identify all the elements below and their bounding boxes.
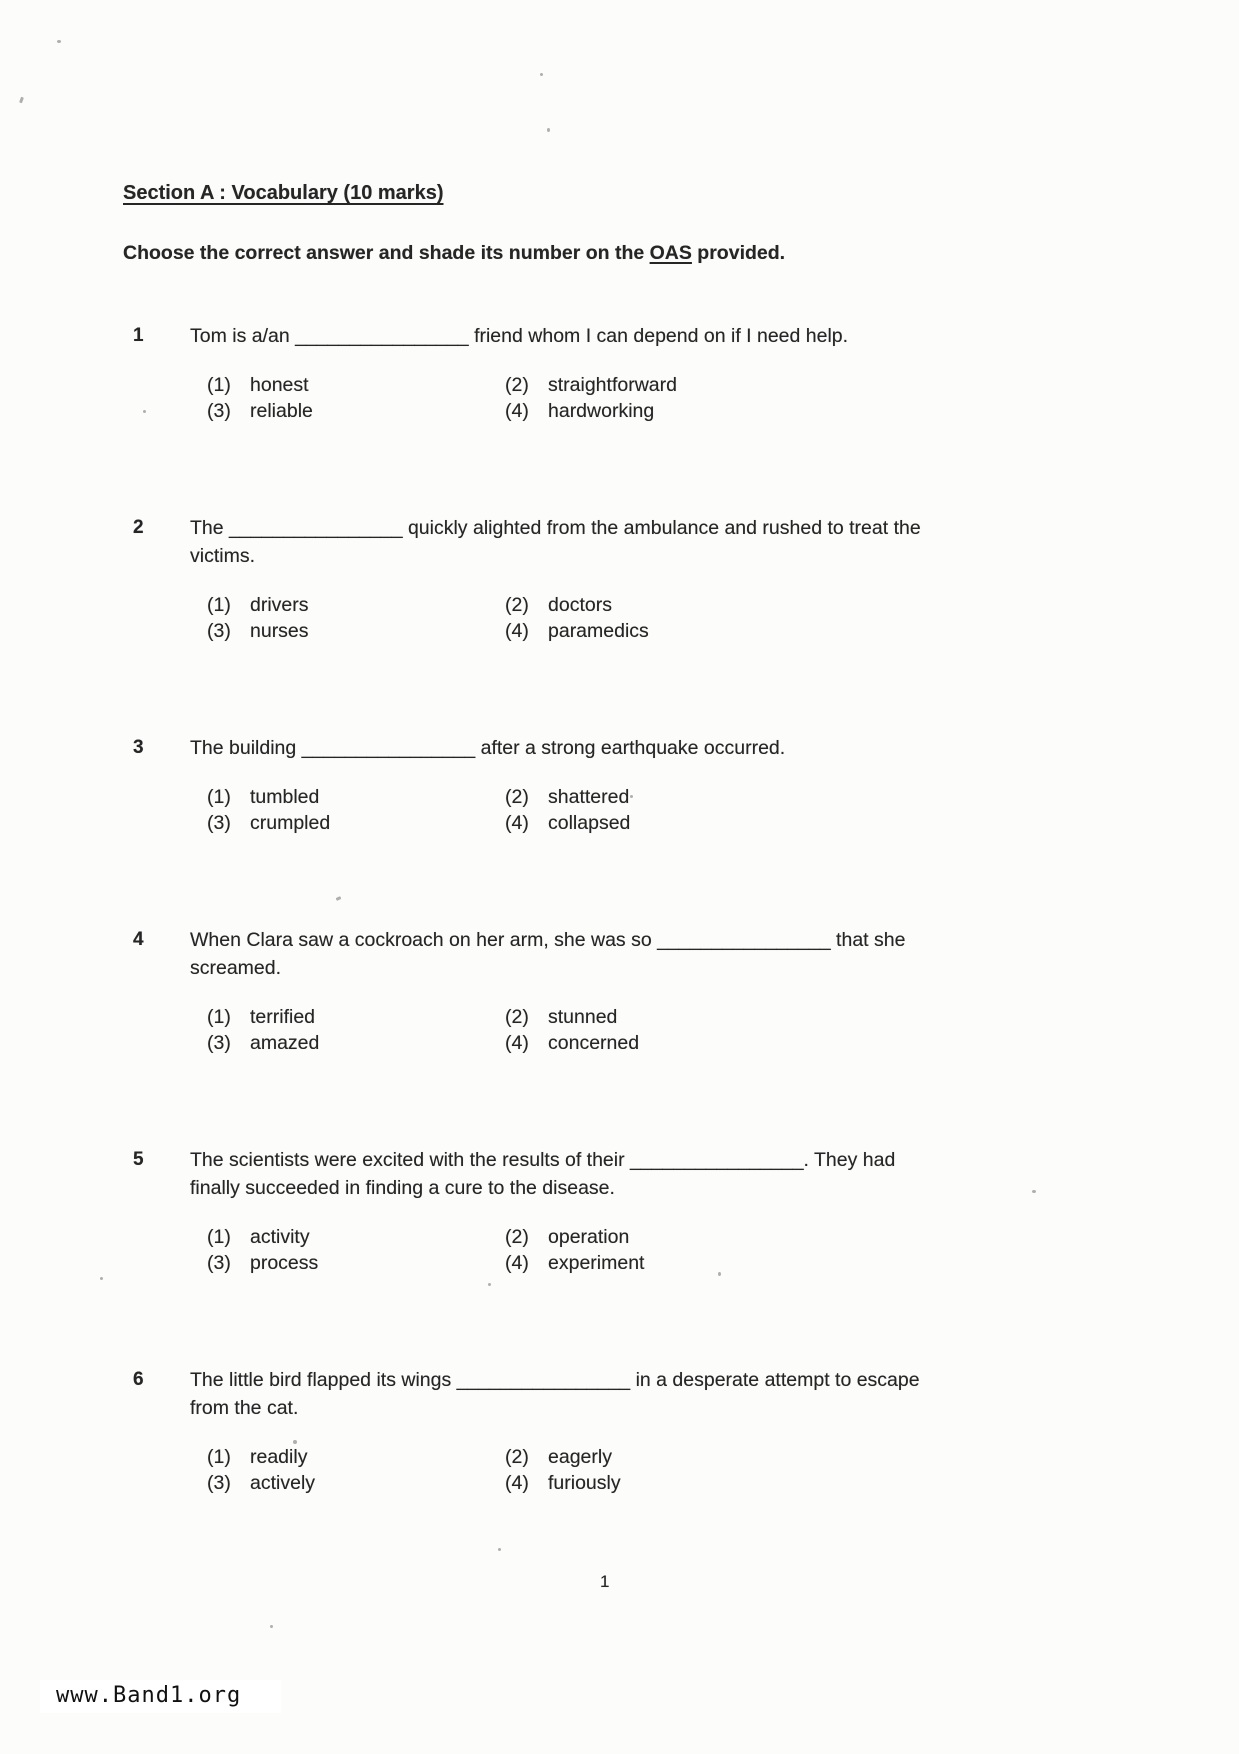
option-label: shattered <box>548 786 630 808</box>
question-text-line: finally succeeded in finding a cure to the disease. <box>190 1177 615 1199</box>
question-text-line: from the cat. <box>190 1397 299 1419</box>
option-number: (3) <box>207 1472 231 1494</box>
answer-option <box>207 372 505 398</box>
answer-option <box>207 1470 505 1496</box>
question-body <box>190 734 1030 836</box>
options-grid <box>207 1224 1030 1276</box>
option-label: honest <box>250 374 309 396</box>
answer-option <box>505 1444 1030 1470</box>
questions-list <box>123 322 1133 1496</box>
answer-option <box>505 1004 1030 1030</box>
answer-option <box>207 618 505 644</box>
option-label: actively <box>250 1472 316 1494</box>
answer-option <box>505 592 1030 618</box>
option-label: furiously <box>548 1472 621 1494</box>
options-grid <box>207 1004 1030 1056</box>
option-number: (1) <box>207 1226 231 1248</box>
answer-option <box>505 618 1030 644</box>
option-number: (2) <box>505 374 529 396</box>
option-number: (4) <box>505 812 529 834</box>
question-text-line: The ________________ quickly alighted from the ambulance and rushed to treat the <box>190 517 921 539</box>
option-label: tumbled <box>250 786 320 808</box>
section-title: Section A : Vocabulary (10 marks) <box>123 182 444 204</box>
question-text <box>190 926 1030 982</box>
option-label: operation <box>548 1226 630 1248</box>
option-number: (4) <box>505 1472 529 1494</box>
question-text-line: Tom is a/an ________________ friend whom I can depend on if I need help. <box>190 325 849 347</box>
option-number: (2) <box>505 1006 529 1028</box>
question-block <box>123 1366 1133 1496</box>
question-text-line: victims. <box>190 545 255 567</box>
question-text-line: The little bird flapped its wings ________________ in a desperate attempt to escape <box>190 1369 920 1391</box>
answer-option <box>207 398 505 424</box>
option-label: amazed <box>250 1032 320 1054</box>
answer-option <box>207 1250 505 1276</box>
option-label: doctors <box>548 594 612 616</box>
instruction-line <box>123 240 1133 266</box>
question-body <box>190 322 1030 424</box>
page-content <box>123 180 1133 1586</box>
answer-option <box>505 1224 1030 1250</box>
option-number: (4) <box>505 1032 529 1054</box>
question-block <box>123 514 1133 644</box>
option-label: straightforward <box>548 374 677 396</box>
answer-option <box>505 1030 1030 1056</box>
option-label: crumpled <box>250 812 331 834</box>
answer-option <box>505 810 1030 836</box>
question-block <box>123 322 1133 424</box>
option-label: concerned <box>548 1032 640 1054</box>
question-number: 2 <box>133 517 144 538</box>
answer-option <box>207 1030 505 1056</box>
options-grid <box>207 592 1030 644</box>
option-label: nurses <box>250 620 309 642</box>
instruction-text-suffix: provided. <box>691 242 786 264</box>
option-number: (1) <box>207 1006 231 1028</box>
option-number: (2) <box>505 1446 529 1468</box>
question-text <box>190 322 1030 350</box>
option-label: terrified <box>250 1006 316 1028</box>
option-label: eagerly <box>548 1446 612 1468</box>
option-label: drivers <box>250 594 309 616</box>
option-label: hardworking <box>548 400 655 422</box>
option-number: (1) <box>207 594 231 616</box>
answer-option <box>505 1470 1030 1496</box>
question-text-line: screamed. <box>190 957 282 979</box>
question-number: 5 <box>133 1149 144 1170</box>
option-number: (4) <box>505 400 529 422</box>
question-body <box>190 514 1030 644</box>
option-number: (1) <box>207 374 231 396</box>
watermark-url: www.Band1.org <box>40 1680 281 1713</box>
question-number: 4 <box>133 929 144 950</box>
option-number: (4) <box>505 1252 529 1274</box>
option-label: reliable <box>250 400 313 422</box>
answer-option <box>207 784 505 810</box>
option-number: (3) <box>207 400 231 422</box>
scan-speck <box>57 40 61 43</box>
page-number: 1 <box>600 1572 610 1591</box>
option-label: process <box>250 1252 319 1274</box>
options-grid <box>207 372 1030 424</box>
option-number: (4) <box>505 620 529 642</box>
answer-option <box>207 592 505 618</box>
option-number: (2) <box>505 786 529 808</box>
scan-speck <box>100 1277 103 1280</box>
answer-option <box>505 1250 1030 1276</box>
options-grid <box>207 784 1030 836</box>
answer-option <box>207 1004 505 1030</box>
instruction-text: Choose the correct answer and shade its number on the <box>123 242 650 264</box>
scan-speck <box>547 128 550 132</box>
question-text-line: When Clara saw a cockroach on her arm, she was so ________________ that she <box>190 929 906 951</box>
option-number: (3) <box>207 1032 231 1054</box>
question-body <box>190 1366 1030 1496</box>
option-label: activity <box>250 1226 310 1248</box>
scan-speck <box>19 97 24 104</box>
question-text <box>190 1146 1030 1202</box>
answer-option <box>207 810 505 836</box>
option-label: stunned <box>548 1006 618 1028</box>
answer-option <box>207 1444 505 1470</box>
option-number: (3) <box>207 812 231 834</box>
option-number: (1) <box>207 786 231 808</box>
option-number: (3) <box>207 1252 231 1274</box>
question-number: 6 <box>133 1369 144 1390</box>
option-number: (1) <box>207 1446 231 1468</box>
option-label: collapsed <box>548 812 631 834</box>
question-text-line: The scientists were excited with the results of their ________________. They had <box>190 1149 896 1171</box>
scan-speck <box>540 73 543 76</box>
answer-option <box>207 1224 505 1250</box>
question-body <box>190 926 1030 1056</box>
option-label: experiment <box>548 1252 645 1274</box>
question-body <box>190 1146 1030 1276</box>
question-block <box>123 1146 1133 1276</box>
question-number: 1 <box>133 325 144 346</box>
question-text <box>190 734 1030 762</box>
question-text-line: The building ________________ after a strong earthquake occurred. <box>190 737 786 759</box>
option-number: (2) <box>505 594 529 616</box>
question-block <box>123 926 1133 1056</box>
option-label: paramedics <box>548 620 649 642</box>
question-block <box>123 734 1133 836</box>
answer-option <box>505 398 1030 424</box>
option-label: readily <box>250 1446 308 1468</box>
answer-option <box>505 372 1030 398</box>
question-number: 3 <box>133 737 144 758</box>
question-text <box>190 1366 1030 1422</box>
option-number: (2) <box>505 1226 529 1248</box>
instruction-oas-emphasis: OAS <box>649 242 692 264</box>
answer-option <box>505 784 1030 810</box>
options-grid <box>207 1444 1030 1496</box>
scan-speck <box>270 1625 273 1628</box>
question-text <box>190 514 1030 570</box>
option-number: (3) <box>207 620 231 642</box>
